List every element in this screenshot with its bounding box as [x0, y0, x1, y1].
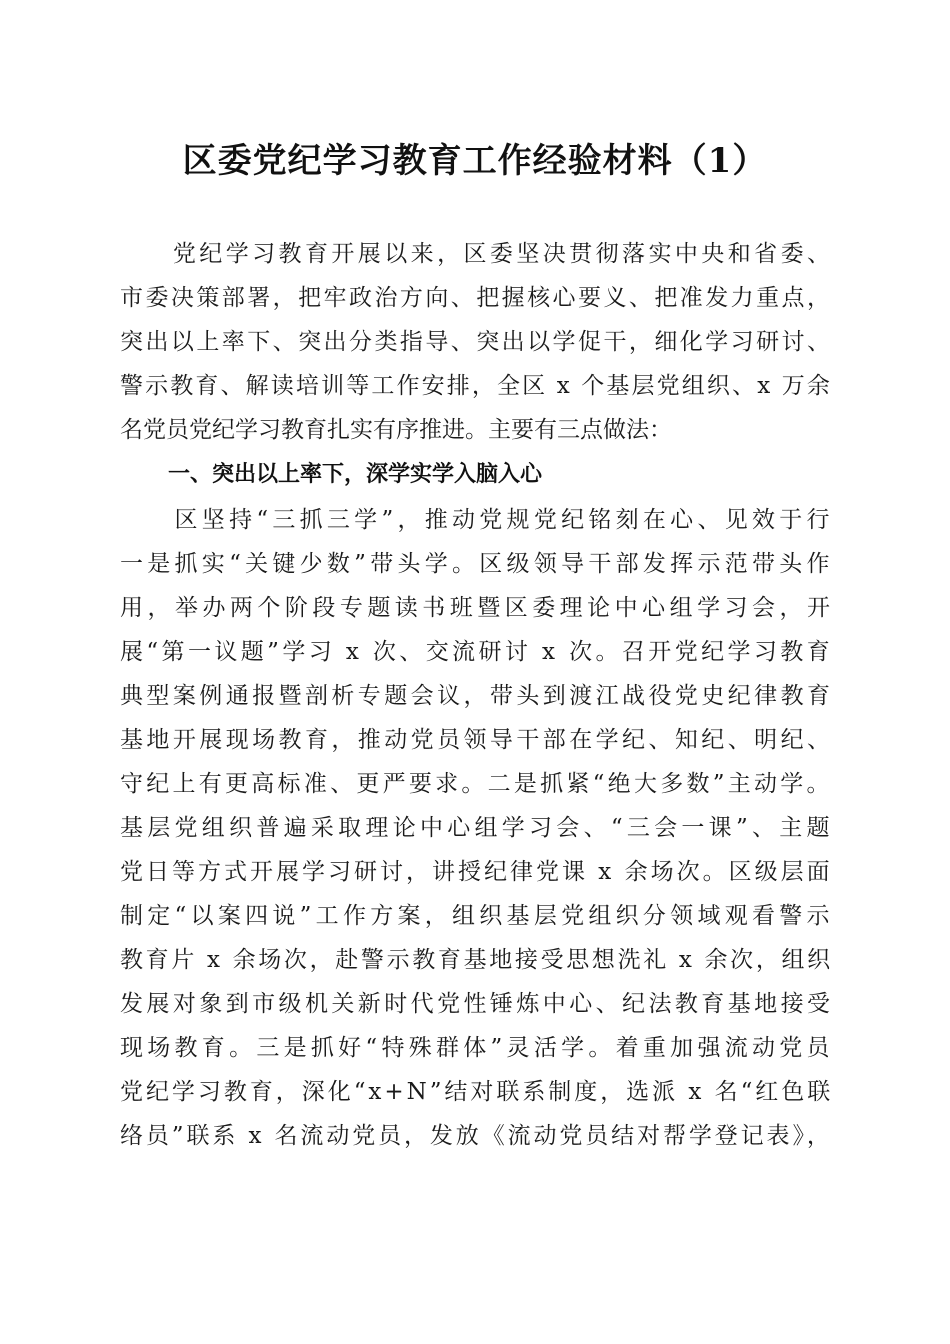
body-line-3: 用，举办两个阶段专题读书班暨区委理论中心组学习会，开: [120, 595, 835, 621]
body-line-4: 展“第一议题”学习 x 次、交流研讨 x 次。召开党纪学习教育: [120, 639, 834, 665]
body-line-8: 基层党组织普遍采取理论中心组学习会、“三会一课”、主题: [120, 815, 834, 841]
body-line-9: 党日等方式开展学习研讨，讲授纪律党课 x 余场次。区级层面: [120, 859, 833, 885]
body-line-11: 教育片 x 余场次，赴警示教育基地接受思想洗礼 x 余次，组织: [120, 947, 833, 973]
body-line-12: 发展对象到市级机关新时代党性锤炼中心、纪法教育基地接受: [120, 991, 834, 1017]
intro-line-1: 党纪学习教育开展以来，区委坚决贯彻落实中央和省委、: [120, 241, 834, 267]
intro-line-2: 市委决策部署，把牢政治方向、把握核心要义、把准发力重点，: [120, 285, 833, 311]
intro-line-3: 突出以上率下、突出分类指导、突出以学促干，细化学习研讨、: [120, 329, 833, 355]
body-line-10: 制定“以案四说”工作方案，组织基层党组织分领域观看警示: [120, 903, 834, 929]
body-line-2: 一是抓实“关键少数”带头学。区级领导干部发挥示范带头作: [120, 551, 834, 577]
body-line-14: 党纪学习教育，深化“x+N”结对联系制度，选派 x 名“红色联: [120, 1079, 834, 1105]
intro-line-5: 名党员党纪学习教育扎实有序推进。主要有三点做法：: [120, 417, 672, 443]
body-line-13: 现场教育。三是抓好“特殊群体”灵活学。着重加强流动党员: [120, 1035, 834, 1061]
body-line-6: 基地开展现场教育，推动党员领导干部在学纪、知纪、明纪、: [120, 727, 834, 753]
body-line-15: 络员”联系 x 名流动党员，发放《流动党员结对帮学登记表》，: [120, 1123, 833, 1149]
intro-line-4: 警示教育、解读培训等工作安排，全区 x 个基层党组织、x 万余: [120, 373, 833, 399]
document-title: 区委党纪学习教育工作经验材料（1）: [182, 141, 768, 181]
section-heading: 一、突出以上率下，深学实学入脑入心: [168, 462, 543, 487]
body-line-5: 典型案例通报暨剖析专题会议，带头到渡江战役党史纪律教育: [120, 683, 834, 709]
body-line-1: 区坚持“三抓三学”，推动党规党纪铭刻在心、见效于行: [120, 507, 834, 533]
body-line-7: 守纪上有更高标准、更严要求。二是抓紧“绝大多数”主动学。: [120, 771, 833, 797]
